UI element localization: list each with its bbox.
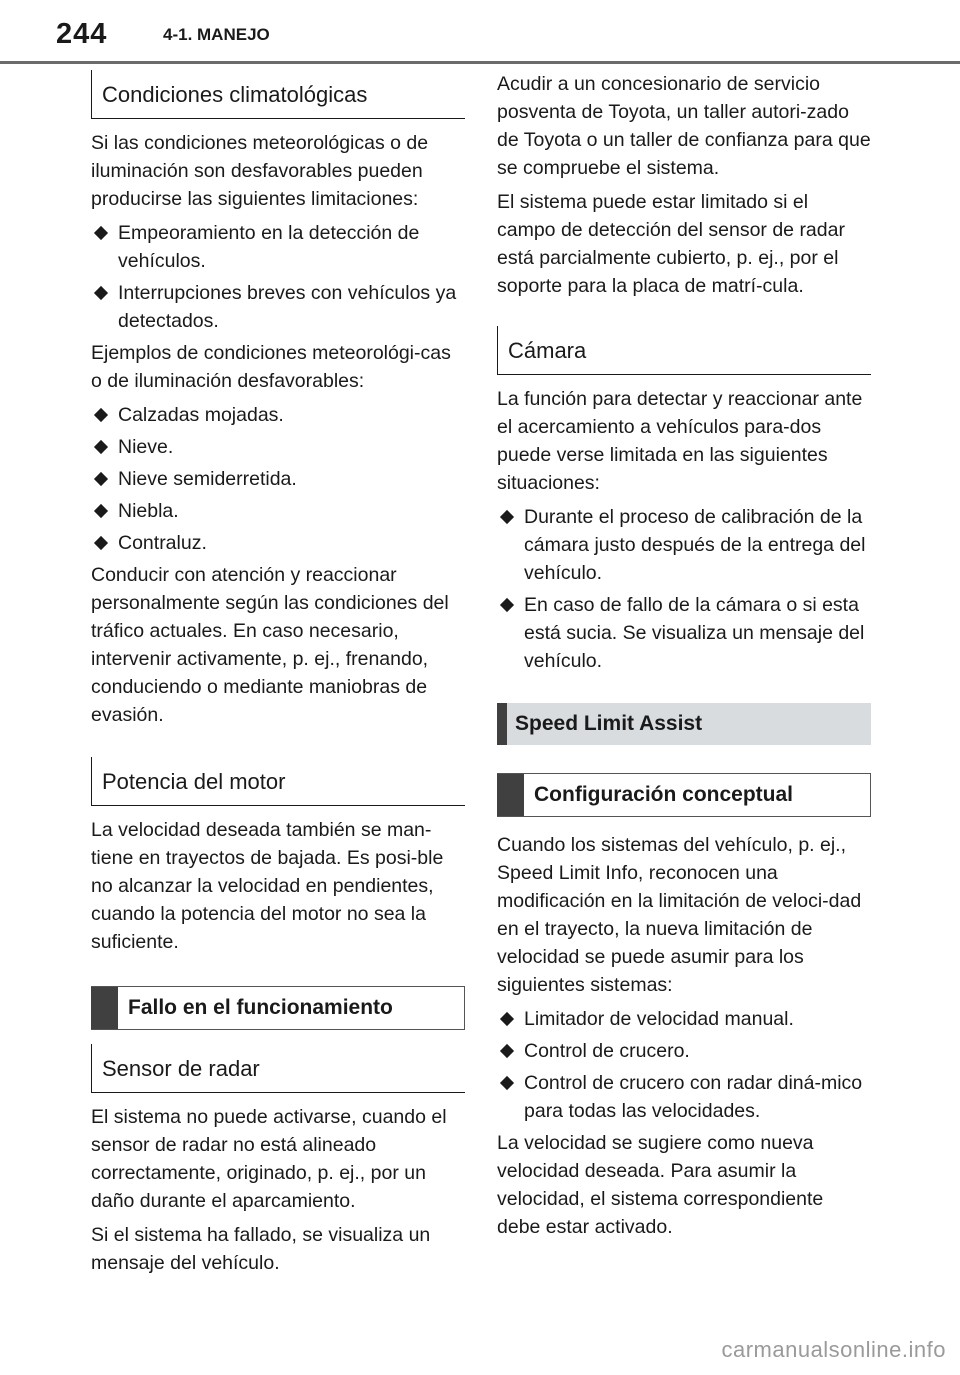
heading-bar [497,703,507,745]
heading-potencia-del-motor: Potencia del motor [91,757,465,806]
diamond-bullet-icon [94,504,108,518]
heading-camara: Cámara [497,326,871,375]
diamond-bullet-icon [94,408,108,422]
bullet-list [497,503,871,675]
list-item: Empeoramiento en la detección de vehículos. [91,219,465,275]
diamond-bullet-icon [500,1076,514,1090]
list-item: Interrupciones breves con vehículos ya detectados. [91,279,465,335]
right-column [497,70,871,1247]
heading-fallo-funcionamiento: Fallo en el funcionamiento [91,986,465,1030]
bullet-list [91,219,465,335]
heading-bar [91,987,118,1029]
paragraph: Cuando los sistemas del vehículo, p. ej., Speed Limit Info, reconocen una modificación en la limitación de veloci-dad en el trayecto, la nueva limitación de velocidad se puede asumir para los siguientes sistemas: [497,834,862,996]
diamond-bullet-icon [500,1012,514,1026]
diamond-bullet-icon [94,286,108,300]
list-item: Control de crucero con radar diná-mico para todas las velocidades. [497,1069,871,1125]
paragraph: Si las condiciones meteorológicas o de iluminación son desfavorables pueden producirse las siguientes limitaciones: [91,132,429,210]
paragraph: El sistema no puede activarse, cuando el sensor de radar no está alineado correctamente, originado, p. ej., por un daño durante el aparcamiento. [91,1106,447,1212]
heading-condiciones-climatologicas: Condiciones climatológicas [91,70,465,119]
left-column [91,70,465,1283]
list-item: Control de crucero. [497,1037,871,1065]
list-item: Calzadas mojadas. [91,401,465,429]
watermark: carmanualsonline.info [721,1337,946,1362]
diamond-bullet-icon [94,472,108,486]
diamond-bullet-icon [500,598,514,612]
bullet-list [497,1005,871,1125]
paragraph: Si el sistema ha fallado, se visualiza un mensaje del vehículo. [91,1224,431,1274]
paragraph: El sistema puede estar limitado si el campo de detección del sensor de radar está parcialmente cubierto, p. ej., por el soporte para la placa de matrí-cula. [497,191,845,297]
page-number: 244 [56,18,108,50]
paragraph: La velocidad deseada también se man-tiene en trayectos de bajada. Es posi-ble no alcanzar la velocidad en pendientes, cuando la potencia del motor no sea la suficiente. [91,819,444,953]
list-item: Limitador de velocidad manual. [497,1005,871,1033]
heading-configuracion-conceptual: Configuración conceptual [497,773,871,817]
list-item: Niebla. [91,497,465,525]
diamond-bullet-icon [94,226,108,240]
heading-sensor-de-radar: Sensor de radar [91,1044,465,1093]
spacer [497,679,871,703]
diamond-bullet-icon [94,536,108,550]
section-title: 4-1. MANEJO [163,25,270,44]
spacer [497,759,871,773]
paragraph: Ejemplos de condiciones meteorológi-cas o de iluminación desfavorables: [91,342,451,392]
list-item: Contraluz. [91,529,465,557]
bullet-list [91,401,465,557]
heading-speed-limit-assist: Speed Limit Assist [497,703,871,745]
header-rule [0,61,960,64]
diamond-bullet-icon [500,510,514,524]
paragraph: La velocidad se sugiere como nueva velocidad deseada. Para asumir la velocidad, el sistema correspondiente debe estar activado. [497,1132,824,1238]
heading-bar [497,774,524,816]
diamond-bullet-icon [94,440,108,454]
list-item: Durante el proceso de calibración de la cámara justo después de la entrega del vehículo. [497,503,871,587]
paragraph: Conducir con atención y reaccionar personalmente según las condiciones del tráfico actuales. En caso necesario, intervenir activamente, p. ej., frenando, conduciendo o mediante maniobras de evasión. [91,564,449,726]
list-item: Nieve semiderretida. [91,465,465,493]
page-header [0,0,960,64]
diamond-bullet-icon [500,1044,514,1058]
paragraph: La función para detectar y reaccionar ante el acercamiento a vehículos para-dos puede verse limitada en las siguientes situaciones: [497,388,863,494]
paragraph: Acudir a un concesionario de servicio posventa de Toyota, un taller autori-zado de Toyota o un taller de confianza para que se compruebe el sistema. [497,73,871,179]
list-item: Nieve. [91,433,465,461]
list-item: En caso de fallo de la cámara o si esta está sucia. Se visualiza un mensaje del vehículo. [497,591,871,675]
